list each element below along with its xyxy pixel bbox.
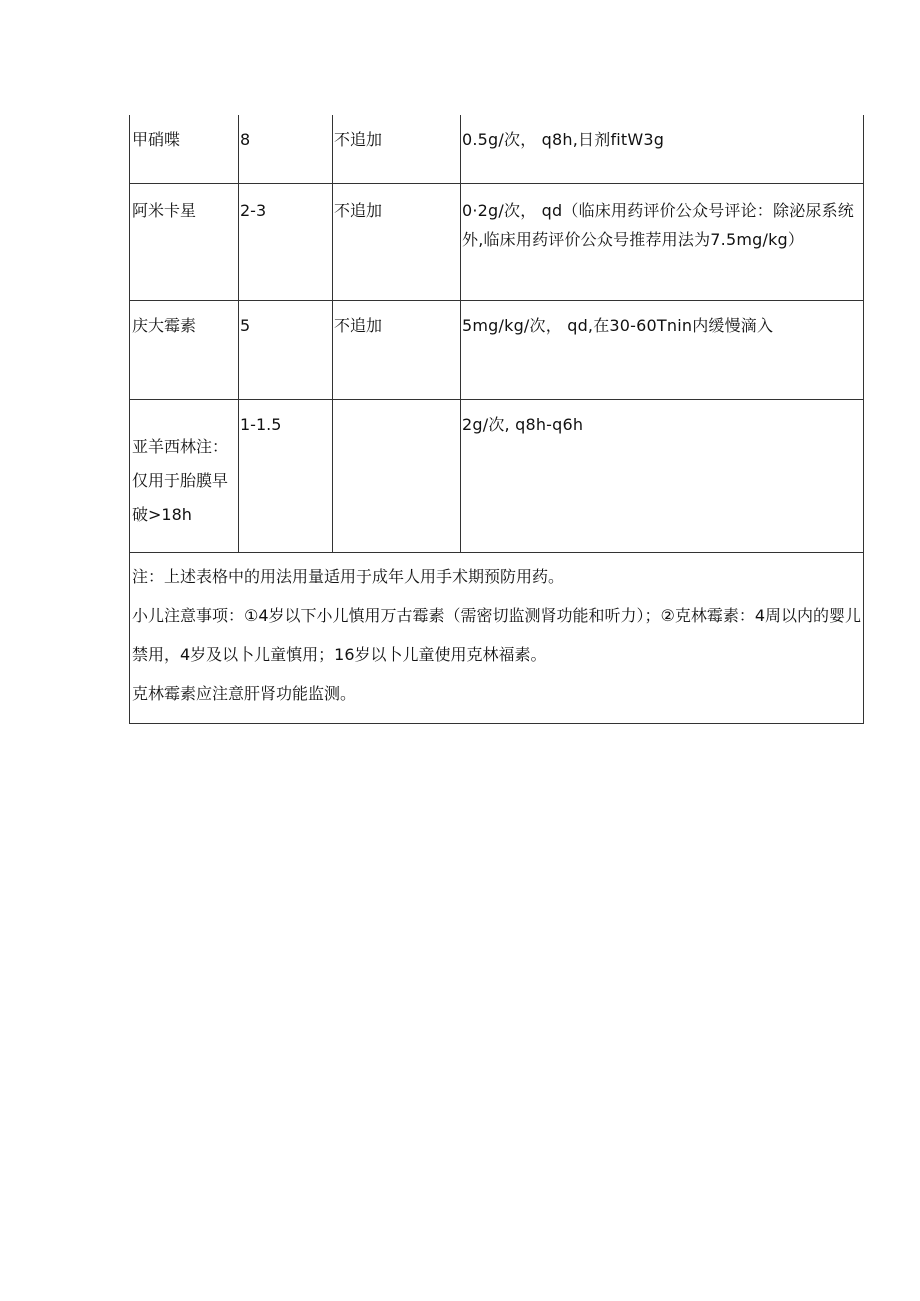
dosage-text: 5mg/kg/次， qd,在30-60Tnin内缓慢滴入 xyxy=(462,316,774,335)
drug-name-cell xyxy=(130,400,239,553)
drug-name: 亚羊西林注：仅用于胎膜早破>18h xyxy=(132,437,229,524)
note-clindamycin: 克林霉素应注意肝肾功能监测。 xyxy=(132,684,357,703)
addition-cell xyxy=(333,301,461,400)
note-general: 注：上述表格中的用法用量适用于成年人用手术期预防用药。 xyxy=(132,567,565,586)
value-text: 1-1.5 xyxy=(240,415,282,434)
addition-cell xyxy=(333,115,461,184)
note-pediatric: 小儿注意事项：①4岁以下小儿慎用万古霉素（需密切监测肾功能和听力）；②克林霉素：4周以内的婴儿禁用，4岁及以卜儿童慎用；16岁以卜儿童使用克林福素。 xyxy=(132,606,862,664)
drug-name: 阿米卡星 xyxy=(132,201,197,220)
dosage-text: 0.5g/次， q8h,日剂fitW3g xyxy=(462,130,665,149)
drug-name-cell xyxy=(130,301,239,400)
addition-cell xyxy=(333,400,461,553)
addition-cell xyxy=(333,184,461,301)
dosage-text: 2g/次, q8h-q6h xyxy=(462,415,584,434)
table-row xyxy=(130,184,864,301)
value-cell xyxy=(239,115,333,184)
dosage-cell xyxy=(461,301,864,400)
value-text: 8 xyxy=(240,130,251,149)
addition-text: 不追加 xyxy=(334,201,383,220)
addition-text: 不追加 xyxy=(334,130,383,149)
dosage-cell xyxy=(461,184,864,301)
table-row xyxy=(130,301,864,400)
table-row xyxy=(130,400,864,553)
notes-row xyxy=(130,553,864,724)
dosage-cell xyxy=(461,115,864,184)
dosage-cell xyxy=(461,400,864,553)
antibiotic-dosage-table xyxy=(129,115,864,724)
addition-text xyxy=(334,400,460,410)
drug-name: 甲硝喋 xyxy=(132,130,181,149)
dosage-text: 0·2g/次， qd（临床用药评价公众号评论：除泌尿系统外,临床用药评价公众号推荐用法为7.5mg/kg） xyxy=(462,201,854,249)
value-cell xyxy=(239,400,333,553)
value-cell xyxy=(239,301,333,400)
addition-text: 不追加 xyxy=(334,316,383,335)
table-row xyxy=(130,115,864,184)
notes-cell xyxy=(130,553,864,724)
drug-name-cell xyxy=(130,184,239,301)
value-cell xyxy=(239,184,333,301)
value-text: 5 xyxy=(240,316,251,335)
drug-name: 庆大霉素 xyxy=(132,316,197,335)
drug-name-cell xyxy=(130,115,239,184)
value-text: 2-3 xyxy=(240,201,267,220)
